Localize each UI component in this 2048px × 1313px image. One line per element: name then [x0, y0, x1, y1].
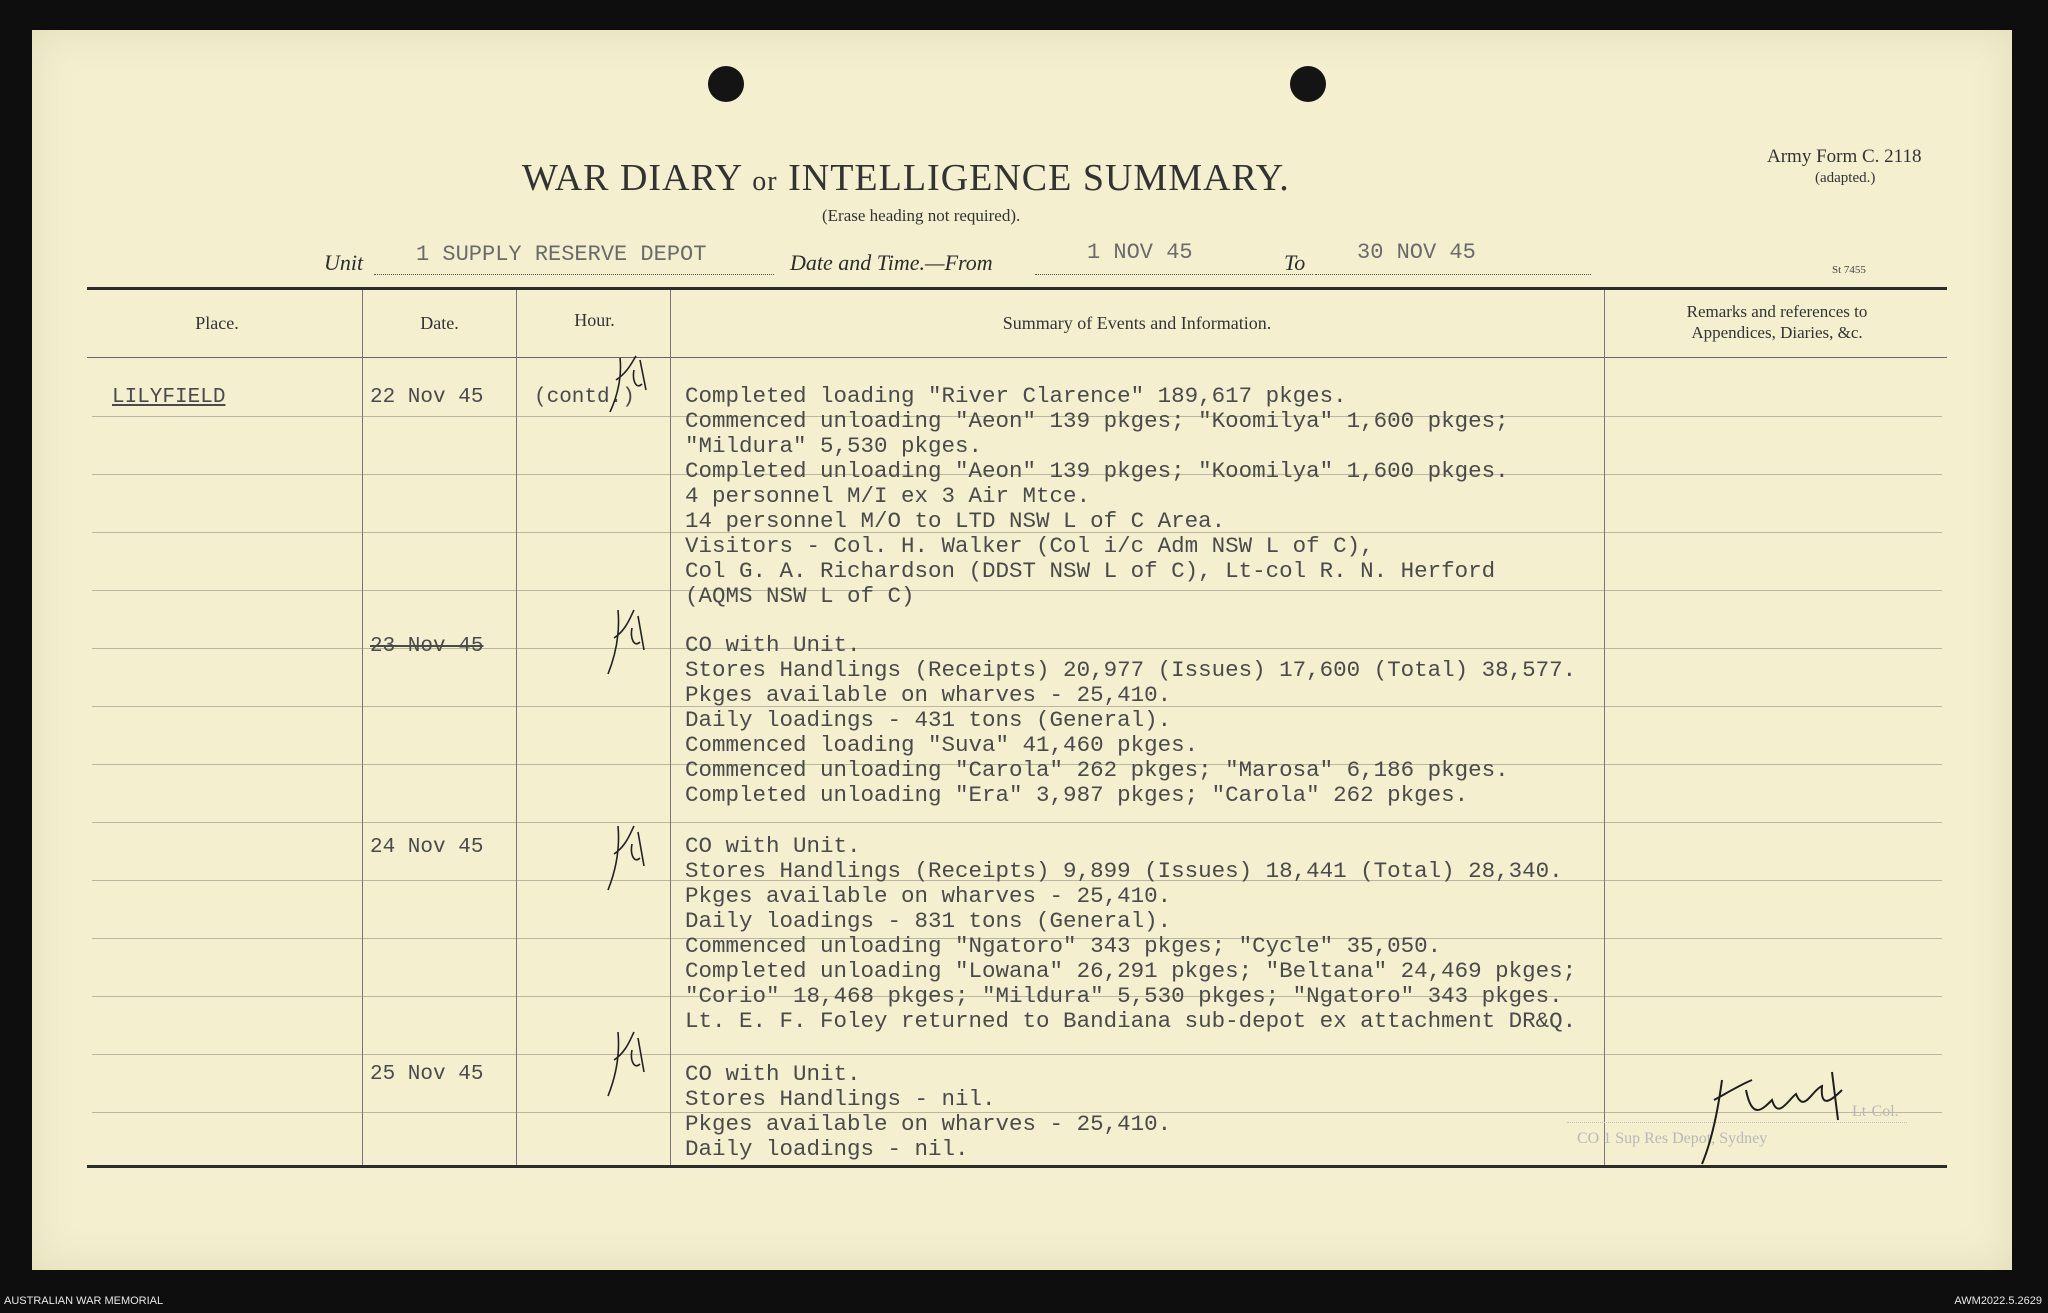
punch-hole-left [708, 66, 744, 102]
col-header-remarks-1: Remarks and references to [1686, 302, 1868, 321]
col-header-hour: Hour. [574, 310, 615, 330]
summary-line: "Mildura" 5,530 pkges. [685, 433, 983, 459]
entry-summary [685, 1062, 1171, 1162]
summary-line: Daily loadings - 831 tons (General). [685, 908, 1172, 934]
initials-signature [598, 820, 658, 900]
summary-line: Stores Handlings - nil. [685, 1086, 996, 1112]
summary-line: 4 personnel M/I ex 3 Air Mtce. [685, 483, 1091, 509]
summary-line: Commenced unloading "Ngatoro" 343 pkges; "Cycle" 35,050. [685, 933, 1442, 959]
summary-line: Pkges available on wharves - 25,410. [685, 883, 1172, 909]
summary-line: "Corio" 18,468 pkges; "Mildura" 5,530 pkges; "Ngatoro" 343 pkges. [685, 983, 1563, 1009]
summary-line: Lt. E. F. Foley returned to Bandiana sub-depot ex attachment DR&Q. [685, 1008, 1577, 1034]
column-divider [362, 290, 363, 1165]
entry-summary [685, 633, 1576, 808]
summary-line: Daily loadings - 431 tons (General). [685, 707, 1172, 733]
summary-line: Completed unloading "Lowana" 26,291 pkges; "Beltana" 24,469 pkges; [685, 958, 1577, 984]
summary-line: CO with Unit. [685, 1061, 861, 1087]
entry-summary [685, 384, 1509, 609]
date-label: Date and Time.—From [790, 250, 993, 275]
summary-line: Daily loadings - nil. [685, 1136, 969, 1162]
archive-label: AUSTRALIAN WAR MEMORIAL [4, 1295, 164, 1307]
summary-line: Completed unloading "Era" 3,987 pkges; "Carola" 262 pkges. [685, 782, 1469, 808]
col-header-summary: Summary of Events and Information. [1002, 313, 1272, 333]
header-rule [87, 357, 1947, 358]
summary-line: Stores Handlings (Receipts) 9,899 (Issues) 18,441 (Total) 28,340. [685, 858, 1563, 884]
title-rest: INTELLIGENCE SUMMARY. [788, 157, 1290, 199]
stamp-rank: Lt-Col. [1852, 1103, 1899, 1120]
summary-line: Commenced loading "Suva" 41,460 pkges. [685, 732, 1199, 758]
ruled-line [92, 822, 1942, 823]
title-or: or [752, 166, 778, 197]
to-value: 30 NOV 45 [1357, 240, 1476, 265]
subtitle: (Erase heading not required). [822, 206, 1021, 225]
form-reference: Army Form C. 2118 [1767, 146, 1922, 167]
summary-line: (AQMS NSW L of C) [685, 583, 915, 609]
stamp-unit: CO 1 Sup Res Depot, Sydney [1577, 1130, 1768, 1147]
to-label: To [1284, 250, 1306, 275]
unit-label: Unit [324, 250, 364, 275]
from-dotline [1035, 274, 1313, 275]
initials-signature [602, 350, 662, 420]
column-divider [1604, 290, 1605, 1165]
col-header-date: Date. [420, 313, 459, 333]
unit-value: 1 SUPPLY RESERVE DEPOT [416, 242, 707, 267]
summary-line: Commenced unloading "Aeon" 139 pkges; "Koomilya" 1,600 pkges; [685, 408, 1509, 434]
co-signature [1692, 1060, 1872, 1170]
column-divider [516, 290, 517, 1165]
summary-line: Pkges available on wharves - 25,410. [685, 682, 1172, 708]
summary-line: 14 personnel M/O to LTD NSW L of C Area. [685, 508, 1226, 534]
table-top-border [87, 287, 1947, 290]
entry-summary [685, 834, 1576, 1034]
from-value: 1 NOV 45 [1087, 240, 1193, 265]
summary-line: Stores Handlings (Receipts) 20,977 (Issues) 17,600 (Total) 38,577. [685, 657, 1577, 683]
table-bottom-border [87, 1165, 1947, 1168]
entry-date: 25 Nov 45 [370, 1063, 484, 1086]
archive-reference: AWM2022.5.2629 [1954, 1295, 2042, 1307]
page-title [522, 156, 1290, 200]
summary-line: Col G. A. Richardson (DDST NSW L of C), Lt-col R. N. Herford [685, 558, 1496, 584]
summary-line: CO with Unit. [685, 833, 861, 859]
entry-date: 22 Nov 45 [370, 386, 484, 409]
col-header-place: Place. [195, 313, 239, 333]
entry-date: 23 Nov 45 [370, 635, 484, 658]
punch-hole-right [1290, 66, 1326, 102]
initials-signature [598, 1026, 658, 1106]
form-adapted: (adapted.) [1815, 170, 1876, 186]
summary-line: Commenced unloading "Carola" 262 pkges; "Marosa" 6,186 pkges. [685, 757, 1509, 783]
print-code: St 7455 [1832, 264, 1866, 276]
ruled-line [92, 1054, 1942, 1055]
col-header-remarks-2: Appendices, Diaries, &c. [1691, 323, 1863, 342]
title-main: WAR DIARY [522, 157, 742, 199]
summary-line: Completed loading "River Clarence" 189,617 pkges. [685, 383, 1347, 409]
to-dotline [1315, 274, 1591, 275]
column-divider [670, 290, 671, 1165]
entry-date: 24 Nov 45 [370, 836, 484, 859]
place-value: LILYFIELD [112, 386, 226, 409]
summary-line: CO with Unit. [685, 632, 861, 658]
entry-hour: (contd.) [534, 386, 635, 409]
unit-dotline [374, 274, 774, 275]
summary-line: Completed unloading "Aeon" 139 pkges; "Koomilya" 1,600 pkges. [685, 458, 1509, 484]
summary-line: Pkges available on wharves - 25,410. [685, 1111, 1172, 1137]
summary-line: Visitors - Col. H. Walker (Col i/c Adm NSW L of C), [685, 533, 1374, 559]
diary-sheet [32, 30, 2012, 1270]
initials-signature [598, 602, 658, 682]
